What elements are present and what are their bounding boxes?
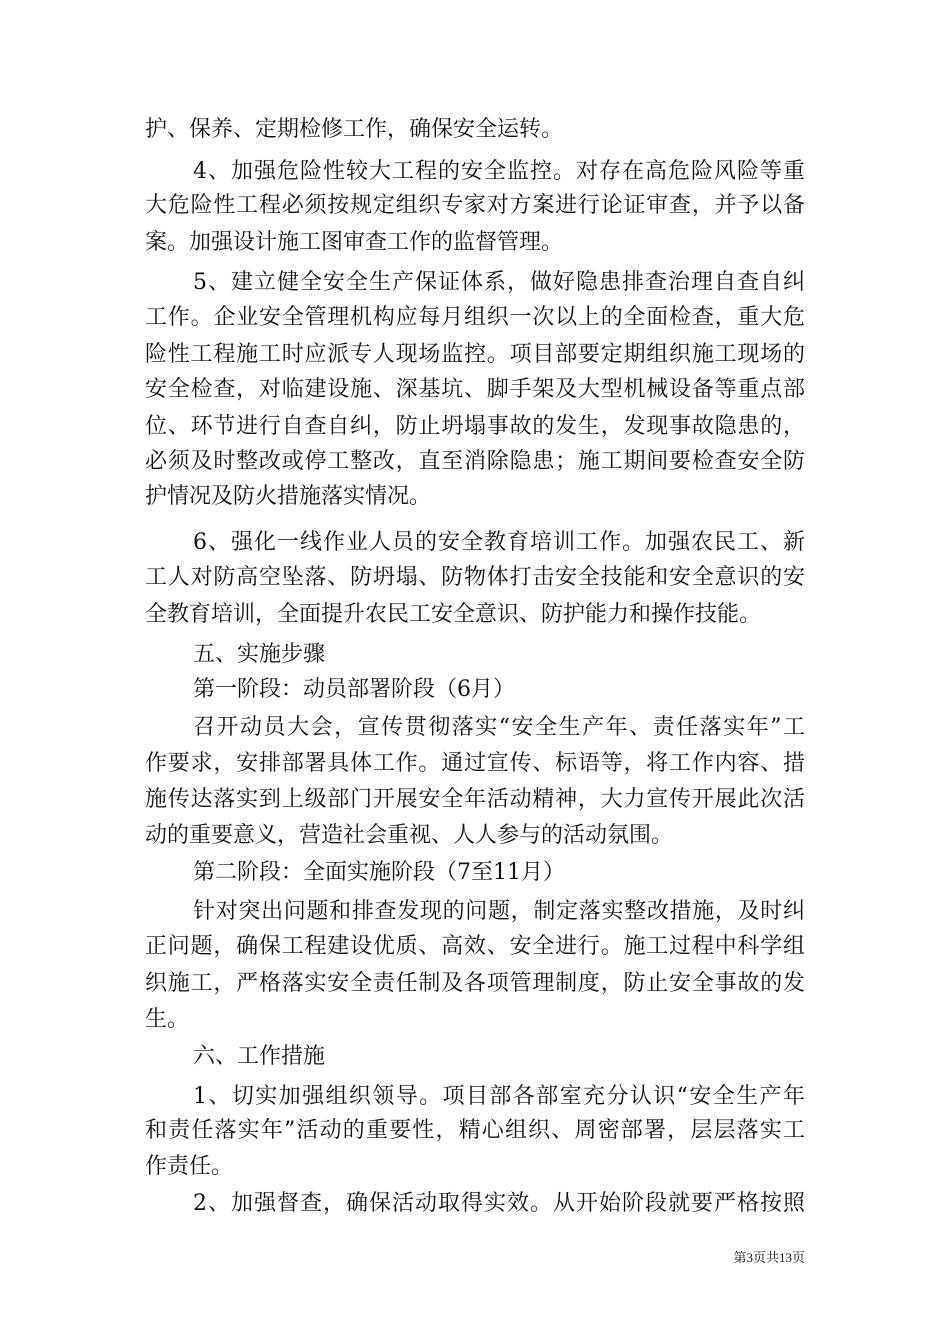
text-line: 织施工，严格落实安全责任制及各项管理制度，防止安全事故的发 [145, 971, 805, 996]
text-line: 险性工程施工时应派专人现场监控。项目部要定期组织施工现场的 [145, 342, 805, 367]
text-line: 召开动员大会，宣传贯彻落实“安全生产年、责任落实年”工 [193, 715, 805, 740]
stage-heading: 第二阶段：全面实施阶段（7至11月） [193, 860, 565, 885]
text-line: 护情况及防火措施落实情况。 [145, 484, 432, 509]
text-line: 案。加强设计施工图审查工作的监督管理。 [145, 230, 564, 255]
text-line: 作责任。 [145, 1154, 234, 1179]
text-line: 安全检查，对临建设施、深基坑、脚手架及大型机械设备等重点部 [145, 377, 805, 402]
text-line: 4、加强危险性较大工程的安全监控。对存在高危险风险等重 [193, 159, 805, 184]
text-line: 1、切实加强组织领导。项目部各部室充分认识“安全生产年 [193, 1084, 805, 1109]
text-line: 作要求，安排部署具体工作。通过宣传、标语等，将工作内容、措 [145, 751, 805, 776]
text-line: 施传达落实到上级部门开展安全年活动精神，大力宣传开展此次活 [145, 787, 805, 812]
text-line: 必须及时整改或停工整改，直至消除隐患；施工期间要检查安全防 [145, 449, 805, 474]
text-line: 2、加强督查，确保活动取得实效。从开始阶段就要严格按照 [193, 1191, 805, 1216]
text-line: 生。 [145, 1007, 190, 1032]
text-line: 工人对防高空坠落、防坍塌、防物体打击安全技能和安全意识的安 [145, 565, 805, 590]
page-number: 第3页共13页 [733, 1250, 805, 1265]
text-line: 针对突出问题和排查发现的问题，制定落实整改措施，及时纠 [193, 899, 805, 924]
text-line: 5、建立健全安全生产保证体系，做好隐患排查治理自查自纠 [193, 270, 805, 295]
text-line: 动的重要意义，营造社会重视、人人参与的活动氛围。 [145, 823, 674, 848]
text-line: 护、保养、定期检修工作，确保安全运转。 [145, 117, 564, 142]
stage-heading: 第一阶段：动员部署阶段（6月） [193, 677, 515, 702]
text-line: 位、环节进行自查自纠，防止坍塌事故的发生，发现事故隐患的， [145, 414, 805, 439]
section-heading: 六、工作措施 [193, 1044, 326, 1069]
text-line: 全教育培训，全面提升农民工安全意识、防护能力和操作技能。 [145, 602, 762, 627]
text-line: 正问题，确保工程建设优质、高效、安全进行。施工过程中科学组 [145, 934, 805, 959]
text-line: 大危险性工程必须按规定组织专家对方案进行论证审查，并予以备 [145, 193, 805, 218]
text-line: 6、强化一线作业人员的安全教育培训工作。加强农民工、新 [193, 530, 805, 555]
section-heading: 五、实施步骤 [193, 642, 326, 667]
text-line: 和责任落实年”活动的重要性，精心组织、周密部署，层层落实工 [145, 1118, 805, 1143]
text-line: 工作。企业安全管理机构应每月组织一次以上的全面检查，重大危 [145, 305, 805, 330]
